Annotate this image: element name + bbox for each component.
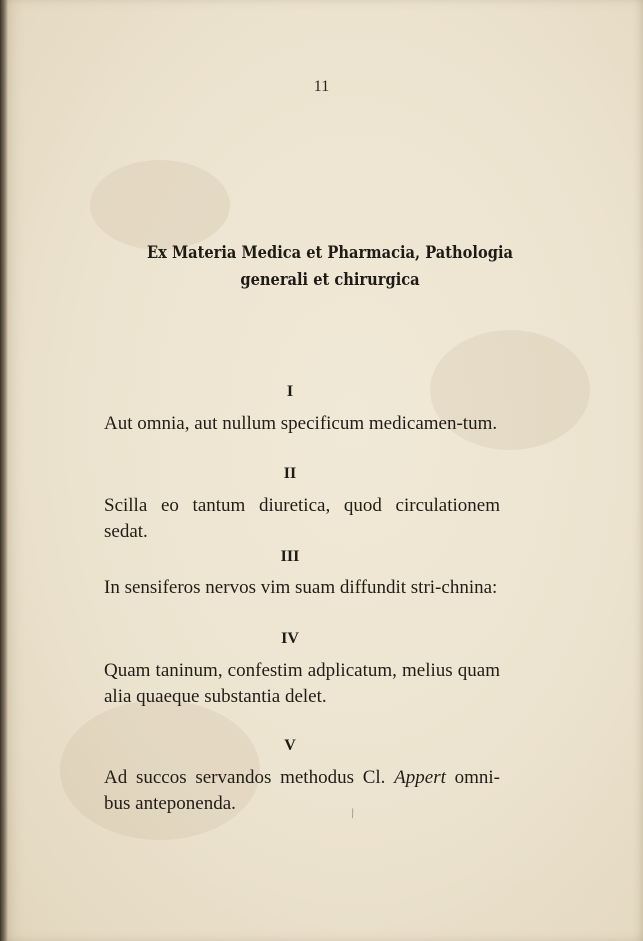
pencil-mark: ⁄ <box>347 806 358 820</box>
thesis-text: Aut omnia, aut nullum specificum medicamen-tum. <box>104 413 498 434</box>
section-heading <box>98 240 562 294</box>
thesis-numeral: III <box>280 548 300 565</box>
heading-line-2: generali et chirurgica <box>240 270 420 290</box>
thesis-text-part: Ad succos servandos methodus Cl. <box>104 767 395 788</box>
page-number: 11 <box>313 78 330 95</box>
thesis-numeral: II <box>283 465 297 482</box>
thesis-numeral: IV <box>281 630 299 647</box>
thesis-text: Scilla eo tantum diuretica, quod circulationem sedat. <box>104 495 500 542</box>
thesis-text: Quam taninum, confestim adplicatum, melius quam alia quaeque substantia delet. <box>104 660 500 707</box>
heading-line-1: Ex Materia Medica et Pharmacia, Pathologia <box>147 243 513 263</box>
thesis-numeral: I <box>286 383 294 400</box>
thesis-text: In sensiferos nervos vim suam diffundit stri-chnina: <box>104 577 498 598</box>
thesis-text <box>104 765 500 817</box>
thesis-numeral: V <box>284 737 296 754</box>
thesis-text-part: omni-bus anteponenda. <box>104 767 500 814</box>
paper-stain <box>90 160 230 250</box>
author-name: Appert <box>394 767 446 788</box>
